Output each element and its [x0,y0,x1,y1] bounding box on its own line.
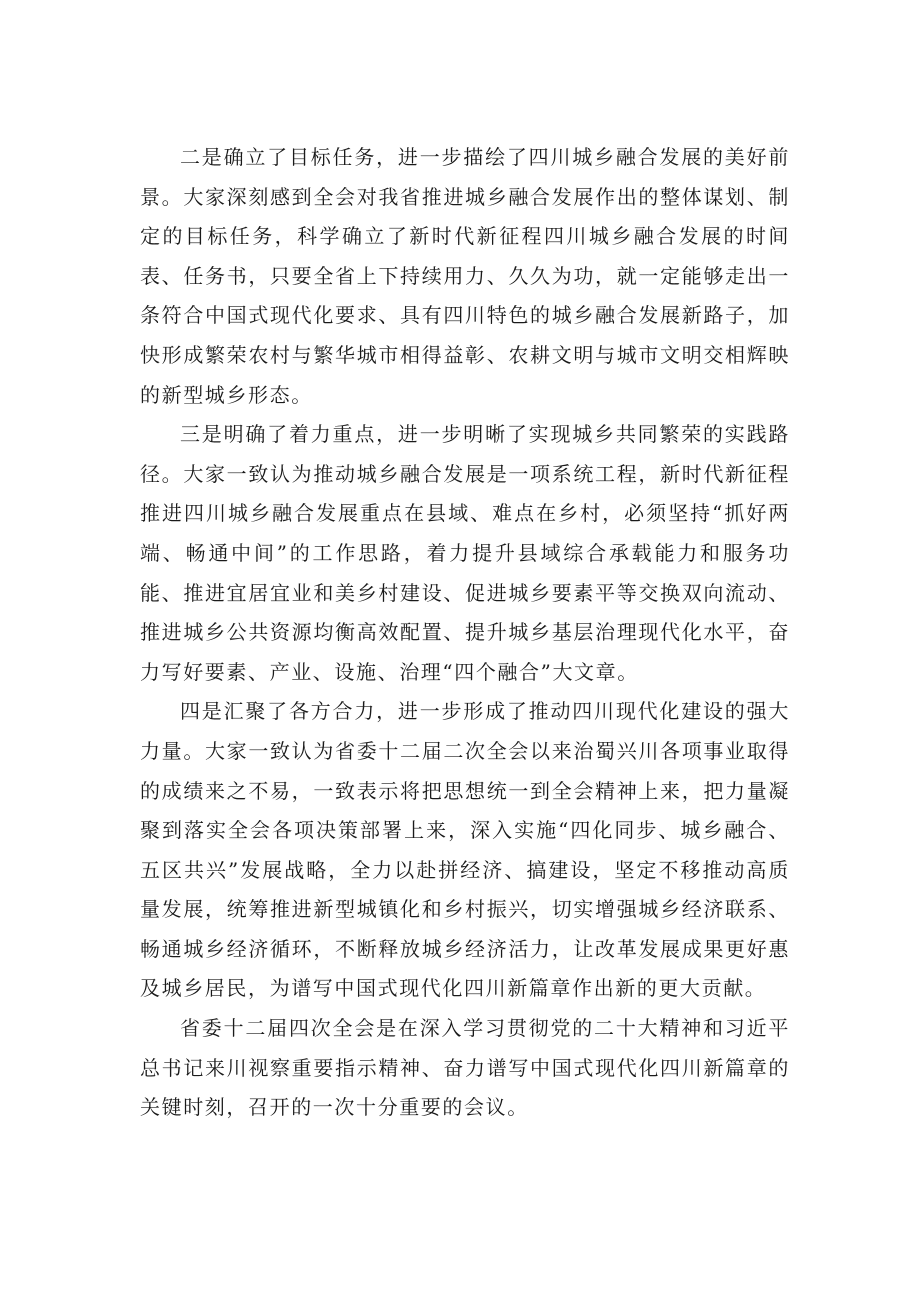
document-body [140,138,790,1128]
paragraph-key-focus: 三是明确了着力重点，进一步明晰了实现城乡共同繁荣的实践路径。大家一致认为推动城乡融合发展是一项系统工程，新时代新征程推进四川城乡融合发展重点在县域、难点在乡村，必须坚持“抓好两端、畅通中间”的工作思路，着力提升县域综合承载能力和服务功能、推进宜居宜业和美乡村建设、促进城乡要素平等交换双向流动、推进城乡公共资源均衡高效配置、提升城乡基层治理现代化水平，奋力写好要素、产业、设施、治理“四个融合”大文章。 [140,422,790,684]
paragraph-plenary-session: 省委十二届四次全会是在深入学习贯彻党的二十大精神和习近平总书记来川视察重要指示精神、奋力谱写中国式现代化四川新篇章的关键时刻，召开的一次十分重要的会议。 [140,1016,790,1120]
paragraph-joint-force: 四是汇聚了各方合力，进一步形成了推动四川现代化建设的强大力量。大家一致认为省委十二届二次全会以来治蜀兴川各项事业取得的成绩来之不易，一致表示将把思想统一到全会精神上来，把力量凝聚到落实全会各项决策部署上来，深入实施“四化同步、城乡融合、五区共兴”发展战略，全力以赴拼经济、搞建设，坚定不移推动高质量发展，统筹推进新型城镇化和乡村振兴，切实增强城乡经济联系、畅通城乡经济循环，不断释放城乡经济活力，让改革发展成果更好惠及城乡居民，为谱写中国式现代化四川新篇章作出新的更大贡献。 [140,699,790,1001]
paragraph-goal-tasks: 二是确立了目标任务，进一步描绘了四川城乡融合发展的美好前景。大家深刻感到全会对我省推进城乡融合发展作出的整体谋划、制定的目标任务，科学确立了新时代新征程四川城乡融合发展的时间表、任务书，只要全省上下持续用力、久久为功，就一定能够走出一条符合中国式现代化要求、具有四川特色的城乡融合发展新路子，加快形成繁荣农村与繁华城市相得益彰、农耕文明与城市文明交相辉映的新型城乡形态。 [140,145,790,407]
